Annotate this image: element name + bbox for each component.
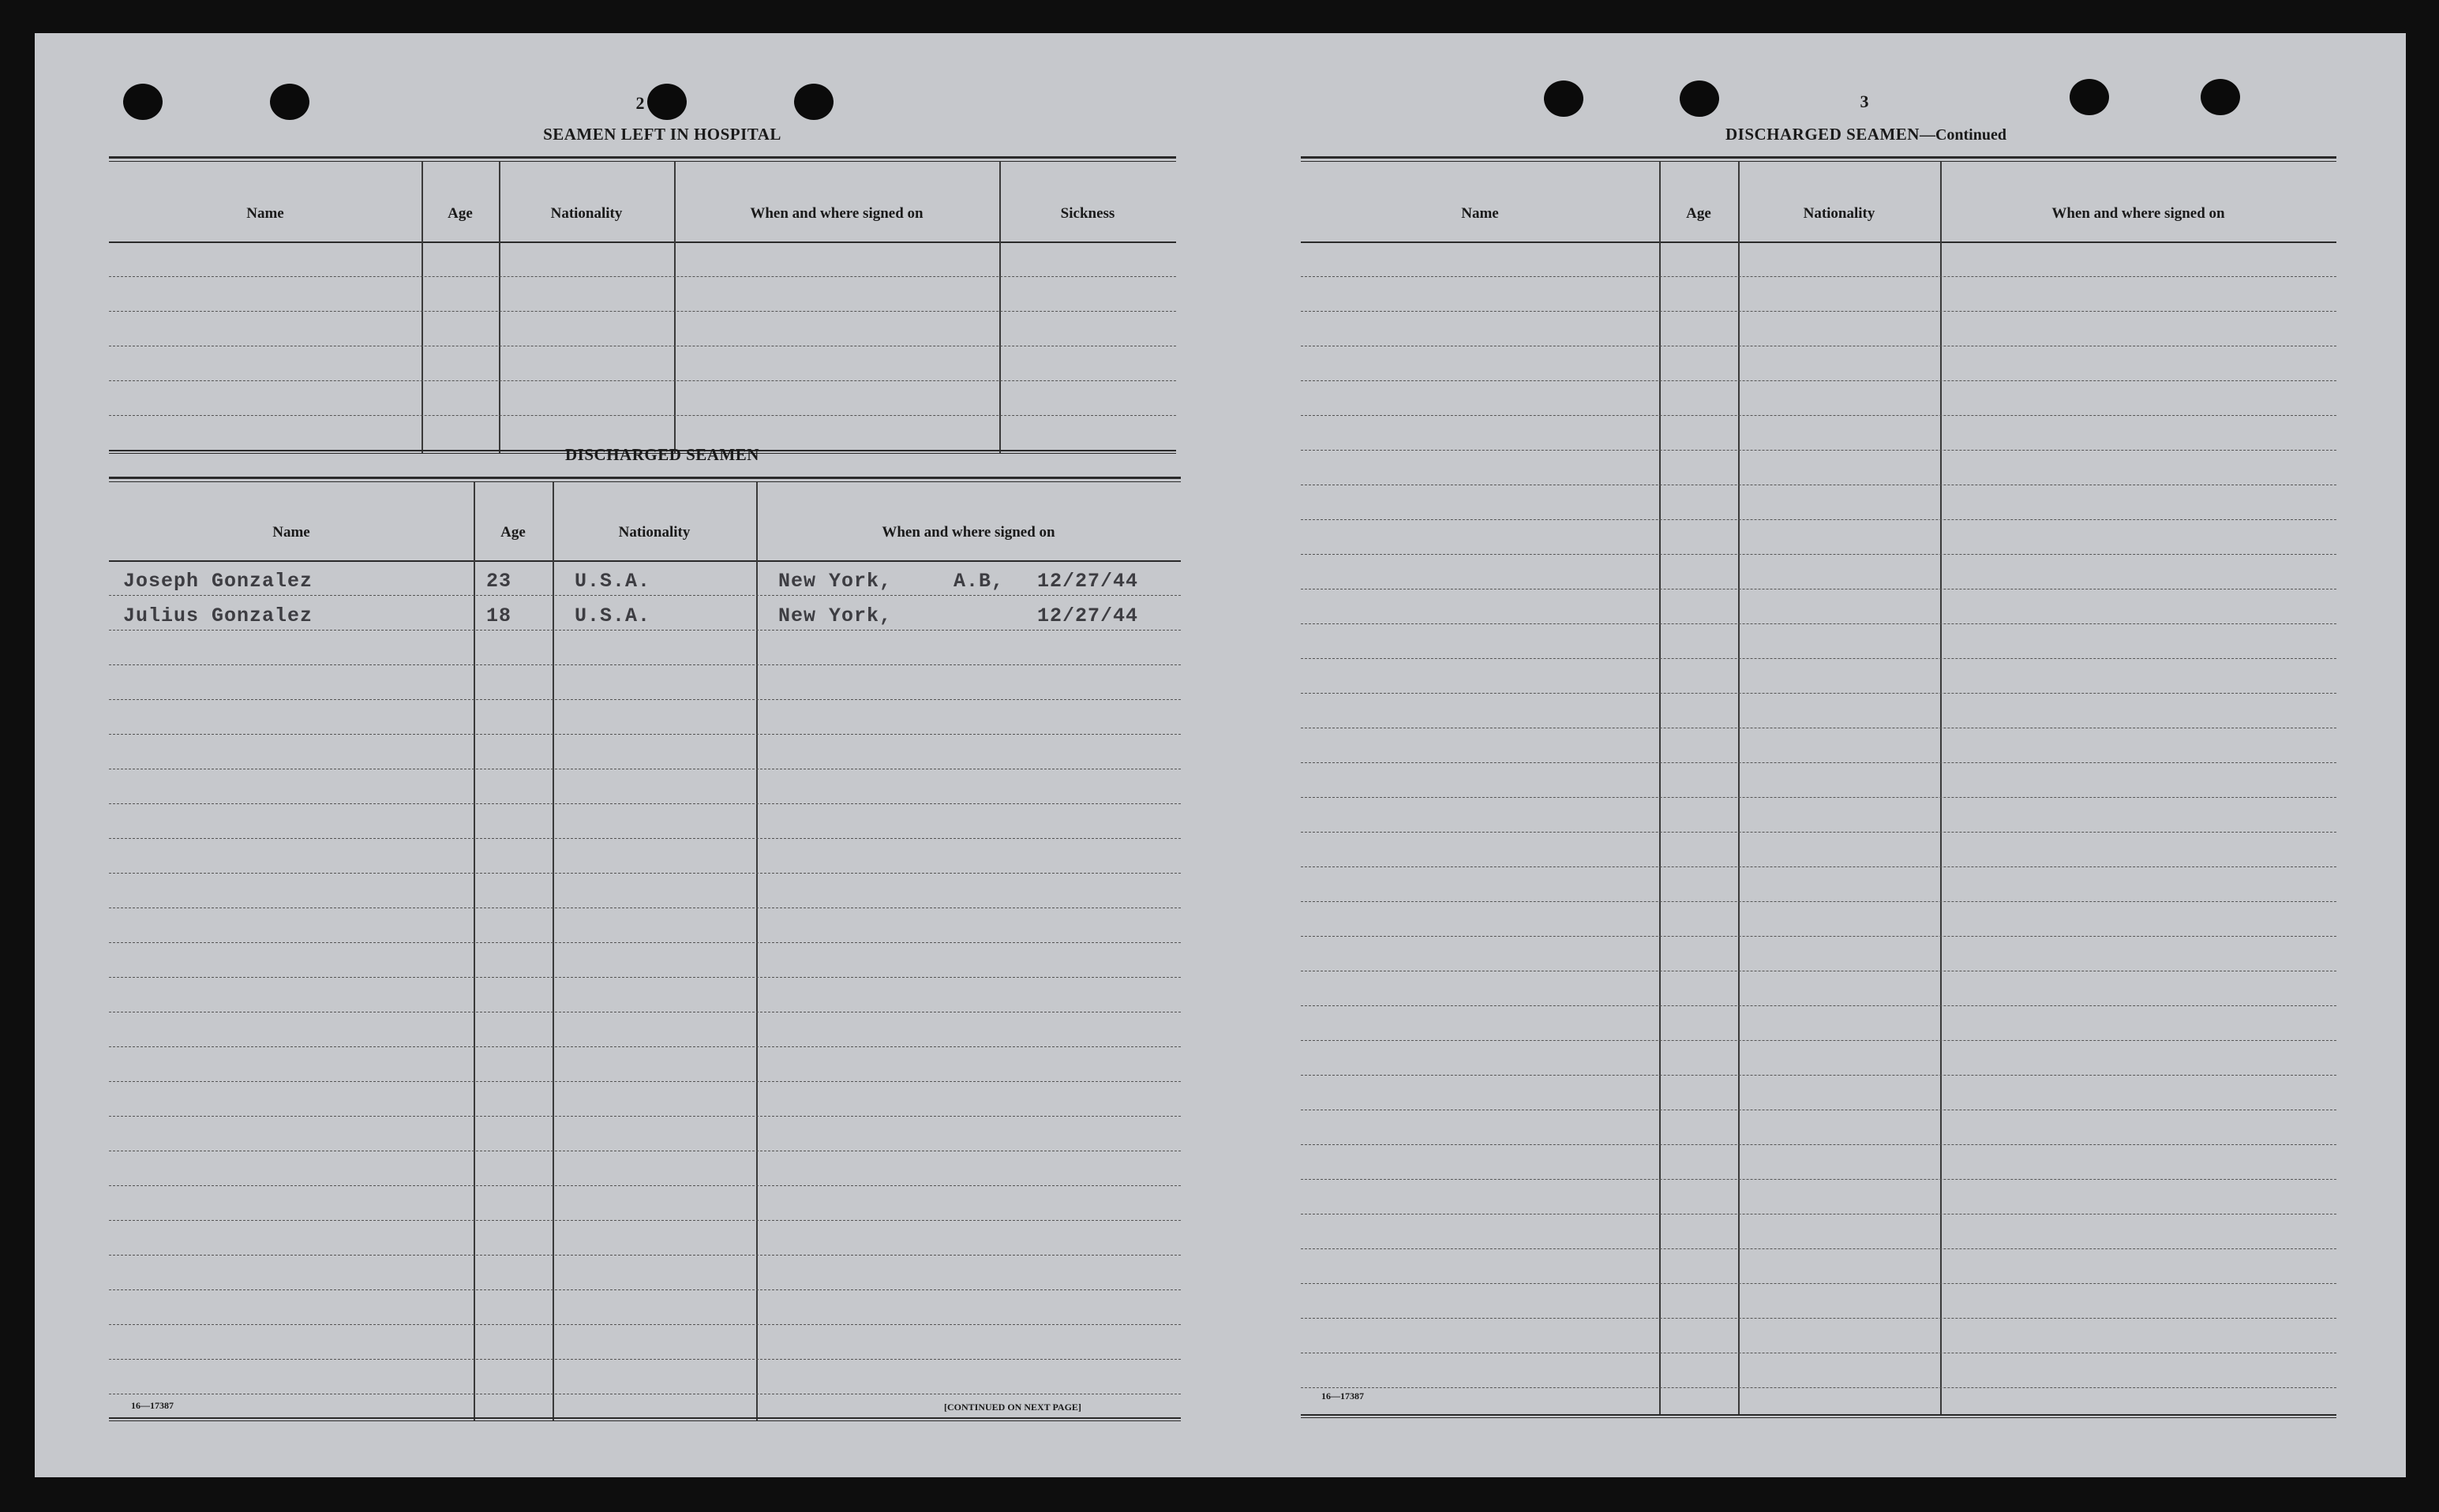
punch-hole bbox=[794, 84, 834, 120]
form-number: 16—17387 bbox=[1321, 1390, 1364, 1402]
row-line bbox=[1301, 1005, 2336, 1006]
punch-hole bbox=[123, 84, 163, 120]
column-divider bbox=[756, 482, 758, 1421]
punch-hole bbox=[1680, 80, 1719, 117]
discharged-table bbox=[109, 477, 1181, 1427]
row-line bbox=[1301, 658, 2336, 659]
seaman-age: 18 bbox=[486, 604, 512, 627]
column-header-age: Age bbox=[500, 524, 526, 541]
discharged-continued-table bbox=[1301, 156, 2336, 1420]
row-line bbox=[1301, 1248, 2336, 1249]
row-line bbox=[1301, 1040, 2336, 1041]
punch-hole bbox=[270, 84, 309, 120]
seaman-name: Julius Gonzalez bbox=[123, 604, 313, 627]
row-line bbox=[1301, 693, 2336, 694]
discharged-continued-title bbox=[1598, 125, 2134, 144]
row-line bbox=[109, 838, 1181, 839]
column-divider bbox=[674, 162, 676, 454]
column-divider bbox=[553, 482, 554, 1421]
title-main: DISCHARGED SEAMEN bbox=[1725, 125, 1920, 144]
column-header-nationality: Nationality bbox=[618, 524, 691, 541]
row-line bbox=[109, 977, 1181, 978]
row-line bbox=[1301, 380, 2336, 381]
table-top-rule bbox=[1301, 156, 2336, 162]
column-divider bbox=[1659, 162, 1661, 1415]
column-header-nationality: Nationality bbox=[1803, 205, 1875, 222]
row-line bbox=[109, 380, 1176, 381]
title-suffix: —Continued bbox=[1919, 126, 2006, 144]
column-header-name: Name bbox=[246, 205, 284, 222]
row-line bbox=[109, 664, 1181, 665]
row-line bbox=[1301, 866, 2336, 867]
punch-hole bbox=[2201, 79, 2240, 115]
form-number: 16—17387 bbox=[131, 1400, 174, 1411]
row-line bbox=[109, 734, 1181, 735]
row-line bbox=[109, 803, 1181, 804]
row-line bbox=[109, 595, 1181, 596]
signed-on-place: New York, bbox=[778, 570, 893, 593]
page-number: 3 bbox=[1860, 92, 1869, 111]
column-header-sickness: Sickness bbox=[1060, 205, 1115, 222]
row-line bbox=[1301, 797, 2336, 798]
row-line bbox=[109, 1255, 1181, 1256]
column-divider bbox=[999, 162, 1001, 454]
form-sheet bbox=[35, 33, 2406, 1477]
header-rule bbox=[109, 241, 1176, 243]
column-header-signed-on: When and where signed on bbox=[750, 205, 924, 222]
row-line bbox=[1301, 450, 2336, 451]
row-line bbox=[1301, 936, 2336, 937]
table-bottom-rule bbox=[1301, 1414, 2336, 1418]
column-header-age: Age bbox=[448, 205, 473, 222]
row-line bbox=[1301, 1283, 2336, 1284]
seaman-nationality: U.S.A. bbox=[575, 570, 651, 593]
row-line bbox=[1301, 1144, 2336, 1145]
header-rule bbox=[1301, 241, 2336, 243]
seaman-age: 23 bbox=[486, 570, 512, 593]
left-page bbox=[35, 33, 1219, 1477]
punch-hole bbox=[1544, 80, 1583, 117]
signed-on-date: 12/27/44 bbox=[1037, 604, 1139, 627]
row-line bbox=[109, 1116, 1181, 1117]
page-number: 2 bbox=[635, 93, 645, 113]
row-line bbox=[1301, 762, 2336, 763]
row-line bbox=[1301, 901, 2336, 902]
seaman-nationality: U.S.A. bbox=[575, 604, 651, 627]
seaman-rating: A.B, bbox=[953, 570, 1005, 593]
row-line bbox=[109, 1081, 1181, 1082]
row-line bbox=[109, 1324, 1181, 1325]
row-line bbox=[1301, 519, 2336, 520]
row-line bbox=[1301, 1318, 2336, 1319]
column-divider bbox=[1738, 162, 1740, 1415]
row-line bbox=[1301, 1075, 2336, 1076]
row-line bbox=[109, 942, 1181, 943]
row-line bbox=[1301, 832, 2336, 833]
row-line bbox=[109, 1359, 1181, 1360]
signed-on-date: 12/27/44 bbox=[1037, 570, 1139, 593]
column-header-name: Name bbox=[1461, 205, 1499, 222]
row-line bbox=[1301, 1387, 2336, 1388]
hospital-section-title: SEAMEN LEFT IN HOSPITAL bbox=[543, 125, 781, 144]
table-top-rule bbox=[109, 477, 1181, 482]
table-top-rule bbox=[109, 156, 1176, 162]
row-line bbox=[109, 873, 1181, 874]
column-header-signed-on: When and where signed on bbox=[2051, 205, 2225, 222]
column-divider bbox=[1940, 162, 1942, 1415]
column-header-signed-on: When and where signed on bbox=[882, 524, 1055, 541]
row-line bbox=[1301, 623, 2336, 624]
discharged-section-title: DISCHARGED SEAMEN bbox=[565, 445, 759, 464]
row-line bbox=[109, 311, 1176, 312]
row-line bbox=[109, 415, 1176, 416]
row-line bbox=[109, 1220, 1181, 1221]
row-line bbox=[109, 1046, 1181, 1047]
column-header-nationality: Nationality bbox=[550, 205, 623, 222]
row-line bbox=[109, 1289, 1181, 1290]
column-divider bbox=[421, 162, 423, 454]
row-line bbox=[1301, 554, 2336, 555]
header-rule bbox=[109, 560, 1181, 562]
punch-hole bbox=[2070, 79, 2109, 115]
row-line bbox=[109, 630, 1181, 631]
seaman-name: Joseph Gonzalez bbox=[123, 570, 313, 593]
row-line bbox=[1301, 415, 2336, 416]
row-line bbox=[109, 699, 1181, 700]
signed-on-place: New York, bbox=[778, 604, 893, 627]
continued-note: [CONTINUED ON NEXT PAGE] bbox=[944, 1402, 1081, 1413]
right-page bbox=[1219, 33, 2406, 1477]
row-line bbox=[1301, 276, 2336, 277]
row-line bbox=[1301, 311, 2336, 312]
row-line bbox=[109, 276, 1176, 277]
column-divider bbox=[499, 162, 500, 454]
column-header-name: Name bbox=[272, 524, 310, 541]
column-divider bbox=[474, 482, 475, 1421]
column-header-age: Age bbox=[1686, 205, 1711, 222]
row-line bbox=[1301, 1179, 2336, 1180]
table-bottom-rule bbox=[109, 1417, 1181, 1421]
hospital-table bbox=[109, 156, 1176, 459]
row-line bbox=[109, 1185, 1181, 1186]
